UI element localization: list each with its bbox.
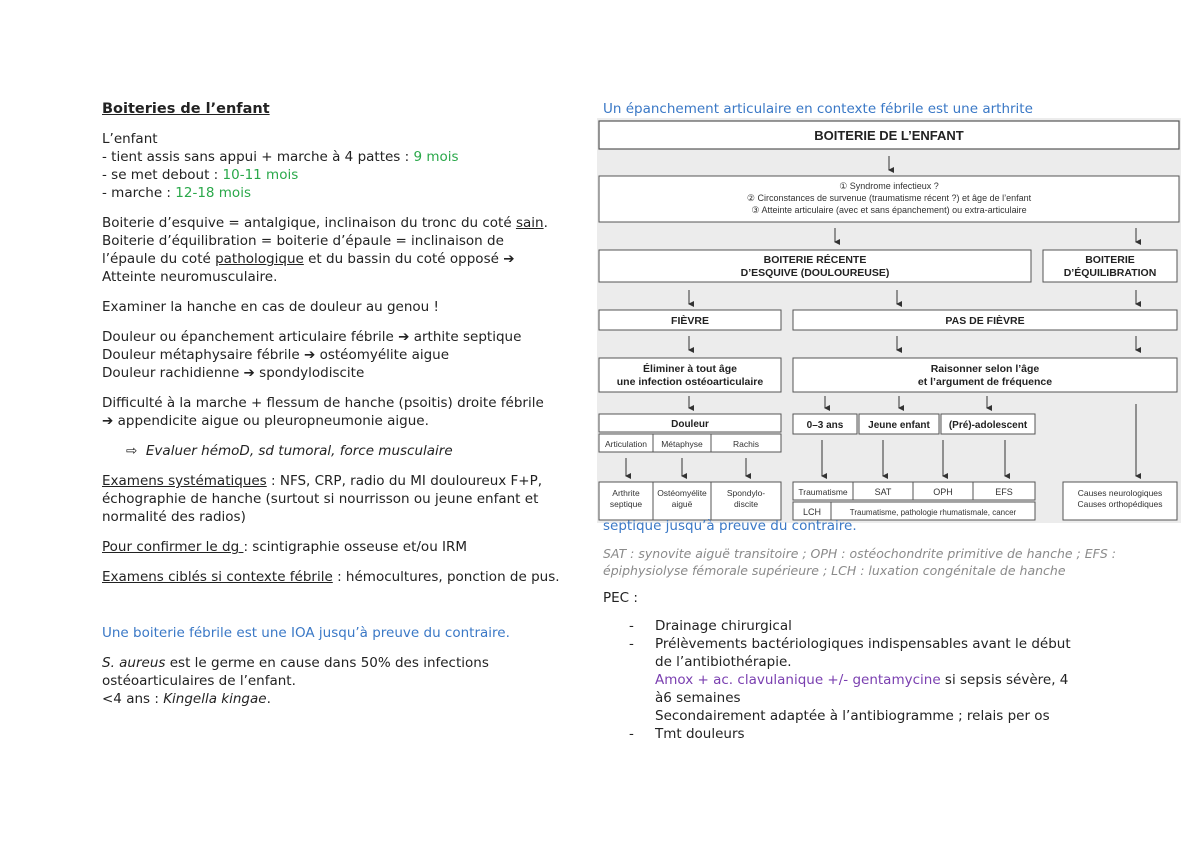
exam-sys-line-3: normalité des radios): [102, 509, 246, 525]
douleur-box: Douleur: [671, 419, 709, 430]
spondylo-1: Spondylo-: [726, 488, 766, 498]
left-column: [102, 100, 592, 708]
equil-line-3: Atteinte neuromusculaire.: [102, 269, 278, 285]
diagram-title: BOITERIE DE L’ENFANT: [814, 128, 964, 143]
psoitis-line-2: ➔ appendicite aigue ou pleuropneumonie aigue.: [102, 413, 429, 429]
arrow-icon: ⇨: [126, 443, 138, 459]
fievre: FIÈVRE: [671, 315, 709, 327]
douleur-line-3: Douleur rachidienne ➔ spondylodiscite: [102, 365, 365, 381]
pec-list: [603, 617, 1123, 743]
partial-line: septique jusqu’à preuve du contraire.: [603, 518, 857, 534]
abbrev-line-1: SAT : synovite aiguë transitoire ; OPH : ostéochondrite primitive de hanche ; EFS :: [603, 546, 1116, 561]
douleur-line-1: Douleur ou épanchement articulaire fébrile ➔ arthite septique: [102, 329, 522, 345]
raisonner-2: et l’argument de fréquence: [917, 376, 1053, 388]
esquive-line: Boiterie d’esquive = antalgique, inclinaison du tronc du coté sain.: [102, 215, 548, 231]
pec-item-1: - Drainage chirurgical: [629, 618, 792, 634]
spondylo-2: discite: [733, 499, 759, 509]
saureus-line: S. aureus est le germe en cause dans 50% des infections: [102, 655, 489, 671]
milestone-3: - marche : 12-18 mois: [102, 185, 251, 201]
neuro-1: Causes neurologiques: [1077, 488, 1163, 498]
lch-text-box: Traumatisme, pathologie rhumatismale, cancer: [849, 508, 1017, 517]
recente-1: BOITERIE RÉCENTE: [763, 254, 867, 266]
milestone-2: - se met debout : 10-11 mois: [102, 167, 299, 183]
step-3: ③ Atteinte articulaire (avec et sans épanchement) ou extra-articulaire: [751, 205, 1027, 215]
pas-fievre: PAS DE FIÈVRE: [945, 315, 1025, 327]
eliminer-2: une infection ostéoarticulaire: [616, 376, 764, 388]
enfant-heading: L’enfant: [102, 131, 158, 147]
eliminer-1: Éliminer à tout âge: [643, 363, 737, 375]
jeune-enfant: Jeune enfant: [868, 420, 930, 431]
raisonner-1: Raisonner selon l’âge: [930, 363, 1040, 375]
equil-line-1: Boiterie d’équilibration = boiterie d’épaule = inclinaison de: [102, 233, 504, 249]
milestone-1: - tient assis sans appui + marche à 4 pattes : 9 mois: [102, 149, 459, 165]
exam-sys-line-2: échographie de hanche (surtout si nourrisson ou jeune enfant et: [102, 491, 539, 507]
pec-heading: PEC :: [603, 590, 638, 606]
kingella-line: <4 ans : Kingella kingae.: [102, 691, 271, 707]
recente-2: D’ESQUIVE (DOULOUREUSE): [740, 267, 890, 279]
saureus-line-2: ostéoarticulaires de l’enfant.: [102, 673, 296, 689]
psoitis-line-1: Difficulté à la marche + flessum de hanche (psoitis) droite fébrile: [102, 395, 544, 411]
hanche-line: Examiner la hanche en cas de douleur au genou !: [102, 299, 439, 315]
cibles-line: Examens ciblés si contexte fébrile : hémocultures, ponction de pus.: [102, 569, 560, 585]
rachis-box: Rachis: [733, 439, 759, 449]
abbrev-line-2: épiphysiolyse fémorale supérieure ; LCH : luxation congénitale de hanche: [603, 563, 1066, 578]
ioa-line: Une boiterie fébrile est une IOA jusqu’à preuve du contraire.: [102, 625, 510, 641]
right-heading: Un épanchement articulaire en contexte fébrile est une arthrite: [603, 101, 1033, 117]
equil-line-2: l’épaule du coté pathologique et du bassin du coté opposé ➔: [102, 251, 515, 267]
page-title: Boiteries de l’enfant: [102, 101, 270, 117]
evaluer-line: ⇨ Evaluer hémoD, sd tumoral, force musculaire: [126, 443, 453, 459]
confirmer-line: Pour confirmer le dg : scintigraphie osseuse et/ou IRM: [102, 539, 468, 555]
arthrite-1: Arthrite: [612, 488, 640, 498]
sat-box: SAT: [874, 487, 892, 497]
metaphyse-box: Métaphyse: [661, 439, 703, 449]
age-0-3: 0–3 ans: [806, 420, 844, 431]
step-2: ② Circonstances de survenue (traumatisme récent ?) et âge de l’enfant: [746, 193, 1032, 203]
efs-box: EFS: [995, 487, 1013, 497]
articulation-box: Articulation: [604, 439, 648, 449]
equil-1: BOITERIE: [1085, 254, 1135, 266]
neuro-2: Causes orthopédiques: [1077, 499, 1163, 509]
flowchart-diagram: [597, 118, 1181, 523]
right-column-body: [603, 517, 1123, 743]
lch-box: LCH: [802, 507, 822, 517]
pec-item-2: - Prélèvements bactériologiques indispensables avant le début de l’antibiothérapie. Amox + ac. clavulanique +/- gentamycine si sepsis sévère, 4 à6 semaines Secondairement adaptée à l’antibiogramme ; relais per os: [629, 636, 1071, 724]
douleur-line-2: Douleur métaphysaire fébrile ➔ ostéomyélite aigue: [102, 347, 450, 363]
pre-ado: (Pré)-adolescent: [948, 420, 1028, 431]
osteo-2: aiguë: [671, 499, 693, 509]
equil-2: D’ÉQUILIBRATION: [1063, 267, 1157, 279]
step-1: ① Syndrome infectieux ?: [839, 181, 939, 191]
traumatisme-box: Traumatisme: [798, 487, 848, 497]
pec-item-3: - Tmt douleurs: [629, 726, 745, 742]
arthrite-2: septique: [609, 499, 643, 509]
oph-box: OPH: [933, 487, 953, 497]
exam-sys-line-1: Examens systématiques : NFS, CRP, radio du MI douloureux F+P,: [102, 473, 543, 489]
osteo-1: Ostéomyélite: [657, 488, 707, 498]
